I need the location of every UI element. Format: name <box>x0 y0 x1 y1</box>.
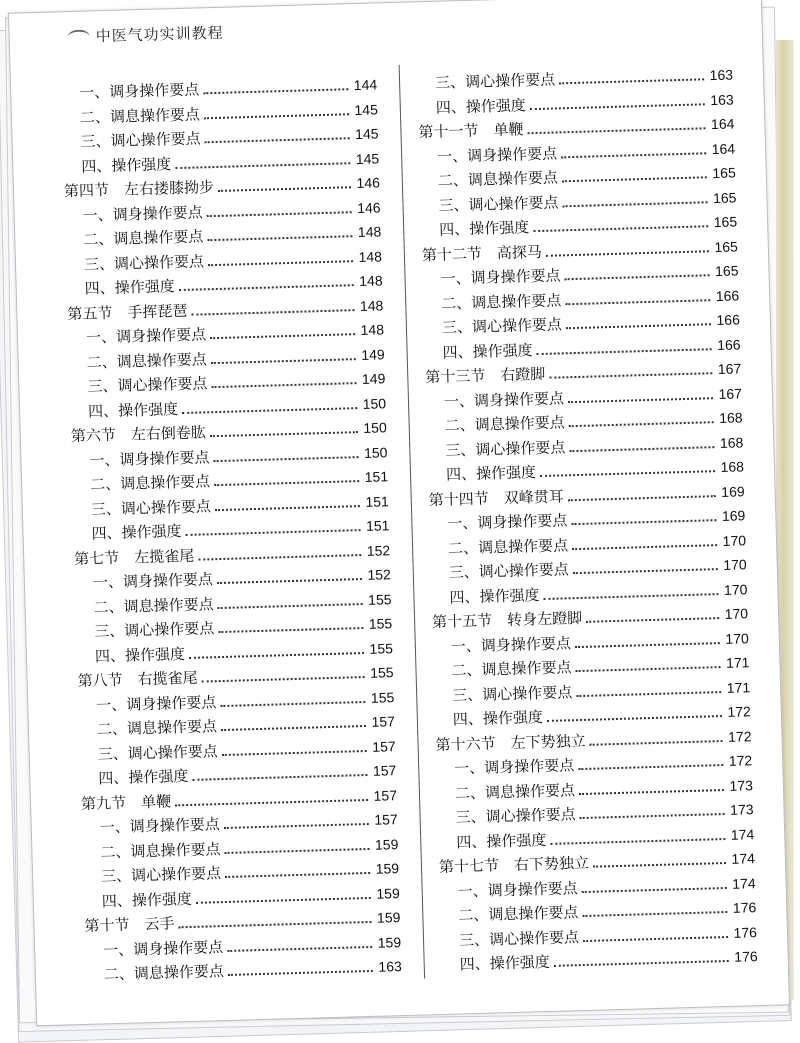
toc-page-number: 157 <box>372 737 396 755</box>
dot-leader <box>220 701 365 707</box>
dot-leader <box>578 764 723 770</box>
toc-left-column <box>61 73 402 988</box>
toc-page-number: 165 <box>712 164 736 182</box>
dot-leader <box>211 358 356 364</box>
toc-page-number: 165 <box>713 213 738 231</box>
toc-page-number: 151 <box>365 492 389 510</box>
toc-entry-label: 二、调息操作要点 <box>451 658 572 680</box>
toc-page-number: 164 <box>710 115 735 133</box>
toc-page-number: 149 <box>361 370 386 387</box>
toc-entry-label: 三、调心操作要点 <box>100 864 222 886</box>
toc-entry-label: 三、调心操作要点 <box>441 315 563 337</box>
toc-entry-label: 二、调息操作要点 <box>86 349 207 372</box>
toc-entry-label: 一、调身操作要点 <box>457 878 578 901</box>
toc-page-number: 159 <box>375 860 400 877</box>
toc-entry-label: 三、调心操作要点 <box>445 437 566 460</box>
toc-page-number: 145 <box>355 149 380 167</box>
toc-entry-label: 第四节 左右搂膝拗步 <box>63 178 215 201</box>
toc-entry-label: 一、调身操作要点 <box>440 266 561 288</box>
dot-leader <box>549 372 712 379</box>
dot-leader <box>221 725 366 731</box>
toc-entry-label: 三、调心操作要点 <box>94 619 215 641</box>
toc-entry-label: 一、调身操作要点 <box>447 511 568 533</box>
toc-page-number: 168 <box>720 458 745 476</box>
toc-page-number: 144 <box>353 76 378 94</box>
dot-leader <box>575 642 720 648</box>
running-header: 中医气功实训教程 <box>95 23 224 46</box>
dot-leader <box>225 872 370 878</box>
dot-leader <box>196 896 371 903</box>
toc-entry-label: 四、操作强度 <box>456 830 547 852</box>
dot-leader <box>179 284 354 291</box>
dot-leader <box>546 250 709 257</box>
toc-page-number: 168 <box>719 433 744 451</box>
toc-entry-label: 一、调身操作要点 <box>79 80 200 102</box>
toc-entry-label: 四、操作强度 <box>87 399 179 421</box>
toc-entry-label: 一、调身操作要点 <box>102 937 224 959</box>
toc-page-number: 171 <box>726 678 751 696</box>
toc-page-number: 148 <box>358 247 383 265</box>
toc-page-number: 168 <box>719 409 743 427</box>
toc-page-number: 176 <box>732 899 757 916</box>
dot-leader <box>218 603 363 609</box>
toc-entry-label: 四、操作强度 <box>84 277 175 298</box>
toc-entry-label: 三、调心操作要点 <box>438 192 559 215</box>
toc-entry-label: 第八节 右揽雀尾 <box>77 668 198 691</box>
toc-page-number: 155 <box>369 639 394 657</box>
toc-entry-label: 二、调息操作要点 <box>458 903 579 925</box>
dot-leader <box>540 470 715 477</box>
dot-leader <box>569 446 714 452</box>
dot-leader <box>204 113 349 119</box>
toc-page-number: 157 <box>372 762 397 779</box>
toc-page-number: 170 <box>723 580 748 598</box>
toc-entry-label: 一、调身操作要点 <box>450 633 572 656</box>
dot-leader <box>547 715 722 722</box>
toc-entry-label: 第十七节 右下势独立 <box>438 853 590 877</box>
toc-entry-label: 第七节 左揽雀尾 <box>74 546 195 568</box>
toc-entry-label: 二、调息操作要点 <box>96 717 218 739</box>
toc-page-number: 172 <box>727 703 752 720</box>
dot-leader <box>569 421 714 427</box>
dot-leader <box>189 652 364 659</box>
dot-leader <box>175 162 350 169</box>
toc-entry-label: 二、调息操作要点 <box>83 227 204 249</box>
toc-page-number: 159 <box>376 909 401 926</box>
toc-entry-label: 一、调身操作要点 <box>92 570 214 592</box>
toc-entry-label: 四、操作强度 <box>452 708 544 729</box>
dot-leader <box>203 88 348 94</box>
toc-entry-label: 第十四节 双峰贯耳 <box>428 486 564 509</box>
toc-entry-label: 二、调息操作要点 <box>454 780 576 803</box>
toc-entry-label: 三、调心操作要点 <box>458 927 580 949</box>
dot-leader <box>573 568 718 574</box>
toc-entry-label: 一、调身操作要点 <box>82 202 203 225</box>
toc-page-number: 150 <box>362 394 387 412</box>
dot-leader <box>207 235 352 241</box>
toc-page-number: 149 <box>361 345 385 363</box>
toc-page <box>8 0 790 1026</box>
toc-entry-label: 二、调息操作要点 <box>441 290 562 313</box>
dot-leader <box>210 431 358 437</box>
dot-leader <box>554 960 729 967</box>
toc-entry-label: 第十五节 转身左蹬脚 <box>431 608 583 632</box>
toc-entry-label: 第十六节 左下势独立 <box>435 731 586 754</box>
toc-entry-label: 二、调息操作要点 <box>103 962 225 984</box>
dot-leader <box>175 798 368 805</box>
toc-entry-label: 三、调心操作要点 <box>97 741 218 764</box>
dot-leader <box>576 691 721 697</box>
dot-leader <box>192 774 367 781</box>
toc-entry-label: 四、操作强度 <box>94 644 186 666</box>
dot-leader <box>179 921 372 928</box>
toc-entry-label: 第十二节 高探马 <box>421 242 543 264</box>
toc-page-number: 151 <box>364 468 389 485</box>
toc-entry-label: 一、调身操作要点 <box>454 756 575 778</box>
toc-page-number: 148 <box>359 272 383 290</box>
toc-page-number: 174 <box>731 850 756 867</box>
toc-page-number: 170 <box>722 531 747 549</box>
toc-entry-label: 四、操作强度 <box>438 218 530 239</box>
dot-leader <box>202 676 365 683</box>
header-logo-icon <box>67 29 89 44</box>
toc-entry-label: 四、操作强度 <box>91 522 182 543</box>
toc-page-number: 165 <box>712 188 737 206</box>
toc-page-number: 152 <box>366 541 391 559</box>
dot-leader <box>215 505 360 511</box>
dot-leader <box>191 309 354 316</box>
dot-leader <box>565 299 710 305</box>
toc-entry-label: 一、调身操作要点 <box>99 815 220 837</box>
toc-page-number: 148 <box>359 296 384 314</box>
toc-page-number: 171 <box>725 654 750 671</box>
dot-leader <box>550 838 725 845</box>
dot-leader <box>582 911 727 917</box>
toc-entry-label: 二、调息操作要点 <box>437 168 559 190</box>
toc-page-number: 157 <box>374 811 398 828</box>
dot-leader <box>571 519 716 525</box>
dot-leader <box>214 480 359 486</box>
toc-page-number: 150 <box>363 419 387 436</box>
toc-page-number: 176 <box>734 948 758 965</box>
toc-entry-label: 二、调息操作要点 <box>447 535 569 558</box>
toc-page-number: 145 <box>354 125 379 143</box>
toc-page-number: 151 <box>365 517 390 534</box>
toc-entry-label: 二、调息操作要点 <box>444 413 565 435</box>
toc-page-number: 163 <box>709 66 734 84</box>
dot-leader <box>568 495 716 501</box>
dot-leader <box>586 617 719 623</box>
toc-page-number: 166 <box>715 286 740 304</box>
toc-entry-label: 一、调身操作要点 <box>96 692 217 715</box>
toc-page-number: 169 <box>721 482 745 500</box>
dot-leader <box>186 529 361 536</box>
toc-entry-label: 一、调身操作要点 <box>89 447 210 470</box>
toc-entry-label: 二、调息操作要点 <box>79 104 201 127</box>
dot-leader <box>582 887 727 893</box>
toc-page-number: 155 <box>369 664 394 681</box>
dot-leader <box>207 211 352 217</box>
toc-right-column <box>417 64 758 979</box>
toc-page-number: 155 <box>367 590 392 608</box>
toc-entry-label: 三、调心操作要点 <box>83 251 205 274</box>
dot-leader <box>212 382 357 388</box>
toc-page-number: 170 <box>724 605 749 622</box>
toc-page-number: 146 <box>356 174 381 192</box>
dot-leader <box>566 323 711 329</box>
toc-page-number: 148 <box>357 223 382 241</box>
toc-page-number: 155 <box>368 615 393 632</box>
dot-leader <box>225 847 370 853</box>
toc-entry-label: 一、调身操作要点 <box>85 325 207 347</box>
toc-entry-label: 四、操作强度 <box>98 766 189 788</box>
toc-entry-label: 二、调息操作要点 <box>93 594 214 617</box>
toc-entry-label: 二、调息操作要点 <box>89 472 211 494</box>
dot-leader <box>205 137 350 143</box>
dot-leader <box>224 823 369 829</box>
dot-leader <box>533 225 708 232</box>
dot-leader <box>593 862 726 868</box>
dot-leader <box>210 333 355 339</box>
toc-entry-label: 四、操作强度 <box>101 889 193 910</box>
toc-entry-label: 三、调心操作要点 <box>448 560 570 582</box>
toc-entry-label: 三、调心操作要点 <box>87 374 208 396</box>
dot-leader <box>218 186 351 192</box>
toc-page-number: 166 <box>716 335 741 353</box>
toc-page-number: 157 <box>371 713 396 730</box>
dot-leader <box>218 627 363 633</box>
toc-entry-label: 四、操作强度 <box>459 952 550 974</box>
toc-page-number: 172 <box>728 752 753 769</box>
toc-page-number: 164 <box>711 139 736 157</box>
dot-leader <box>590 740 723 746</box>
toc-page-number: 174 <box>731 874 756 892</box>
dot-leader <box>214 456 359 462</box>
toc-entry-label: 四、操作强度 <box>435 95 527 117</box>
dot-leader <box>580 813 725 819</box>
toc-page-number: 174 <box>730 825 755 843</box>
dot-leader <box>198 554 361 561</box>
toc-entry-label: 三、调心操作要点 <box>455 805 576 827</box>
dot-leader <box>228 970 373 976</box>
toc-entry-label: 四、操作强度 <box>449 585 540 607</box>
toc-page-number: 173 <box>729 801 754 818</box>
toc-page-number: 172 <box>727 727 752 745</box>
toc-page-number: 145 <box>354 100 379 118</box>
toc-page-number: 163 <box>710 90 734 108</box>
toc-entry-label: 第九节 单鞭 <box>80 791 172 813</box>
toc-page-number: 159 <box>374 835 399 853</box>
toc-page-number: 165 <box>714 262 739 280</box>
toc-page-number: 148 <box>360 321 385 338</box>
toc-entry-label: 四、操作强度 <box>81 154 172 176</box>
toc-page-number: 167 <box>718 384 743 402</box>
toc-page-number: 169 <box>721 507 746 524</box>
toc-page-number: 165 <box>714 237 739 255</box>
toc-entry-label: 四、操作强度 <box>445 463 537 484</box>
toc-entry-label: 三、调心操作要点 <box>90 496 212 519</box>
toc-entry-label: 第六节 左右倒卷肱 <box>70 423 207 446</box>
toc-entry-label: 一、调身操作要点 <box>443 388 565 411</box>
dot-leader <box>576 666 721 672</box>
dot-leader <box>563 201 708 207</box>
dot-leader <box>537 348 712 355</box>
toc-entry-label: 第十一节 单鞭 <box>418 120 524 142</box>
toc-page-number: 166 <box>716 311 741 329</box>
dot-leader <box>579 789 724 795</box>
toc-entry-label: 三、调心操作要点 <box>451 682 573 705</box>
dot-leader <box>544 593 719 600</box>
dot-leader <box>530 103 705 110</box>
dot-leader <box>528 127 706 134</box>
toc-entry-label: 第十三节 右蹬脚 <box>425 364 546 387</box>
toc-entry-label: 第十节 云手 <box>84 914 175 935</box>
toc-page-number: 167 <box>717 360 742 378</box>
toc-page-number: 146 <box>356 198 381 216</box>
dot-leader <box>568 397 713 403</box>
dot-leader <box>562 176 707 182</box>
dot-leader <box>572 544 717 550</box>
toc-entry-label: 第五节 手挥琵琶 <box>67 301 188 323</box>
dot-leader <box>222 750 367 756</box>
toc-page-number: 150 <box>363 443 388 461</box>
toc-entry-label: 四、操作强度 <box>442 340 533 362</box>
dot-leader <box>182 407 357 414</box>
toc-page-number: 152 <box>367 566 392 583</box>
toc-entry-label: 一、调身操作要点 <box>436 143 558 166</box>
toc-page-number: 159 <box>377 933 402 951</box>
toc-page-number: 170 <box>723 556 747 573</box>
toc-entry-label: 二、调息操作要点 <box>100 839 221 861</box>
toc-page-number: 157 <box>373 786 398 804</box>
toc-page-number: 163 <box>378 958 402 975</box>
toc-page-number: 159 <box>376 884 400 902</box>
dot-leader <box>227 945 372 951</box>
dot-leader <box>208 260 353 266</box>
toc-entry-label: 三、调心操作要点 <box>80 129 201 151</box>
dot-leader <box>565 274 710 280</box>
toc-page-number: 176 <box>733 923 758 941</box>
dot-leader <box>561 152 706 158</box>
dot-leader <box>559 78 704 84</box>
toc-entry-label: 三、调心操作要点 <box>434 70 556 92</box>
dot-leader <box>217 578 362 584</box>
toc-page-number: 173 <box>729 776 754 794</box>
dot-leader <box>583 935 728 941</box>
toc-page-number: 155 <box>370 688 395 706</box>
toc-page-number: 170 <box>725 629 749 647</box>
